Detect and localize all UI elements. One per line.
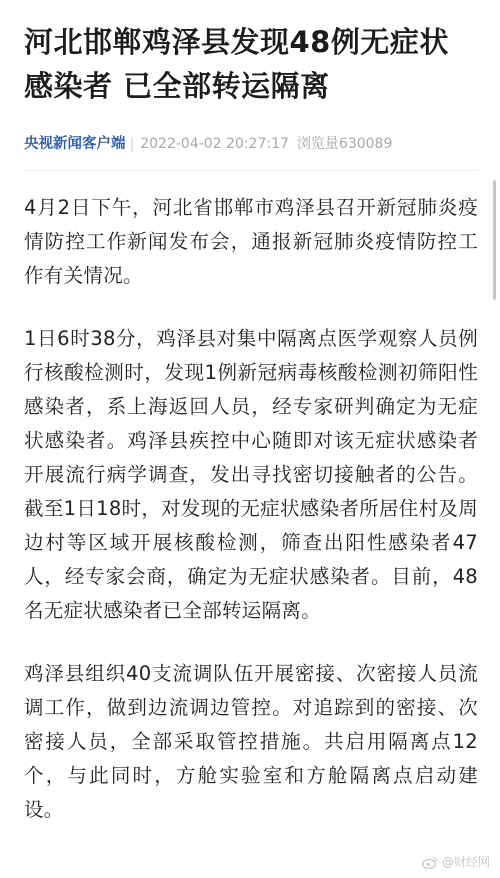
watermark bbox=[422, 853, 490, 870]
article-title: 河北邯郸鸡泽县发现48例无症状感染者 已全部转运隔离 bbox=[24, 25, 449, 103]
source-link[interactable]: 央视新闻客户端 bbox=[24, 136, 126, 152]
paragraph-2: 1日6时38分，鸡泽县对集中隔离点医学观察人员例行核酸检测时，发现1例新冠病毒核酸检测初筛阳性感染者，系上海返回人员，经专家研判确定为无症状感染者。鸡泽县疾控中心随即对该无症状感染者开展流行病学调查，发出寻找密切接触者的公告。截至1日18时，对发现的无症状感染者所居住村及周边村等区域开展核酸检测，筛查出阳性感染者47人，经专家会商，确定为无症状感染者。目前，48名无症状感染者已全部转运隔离。 bbox=[24, 327, 478, 622]
meta-divider bbox=[24, 170, 478, 171]
paragraph-3: 鸡泽县组织40支流调队伍开展密接、次密接人员流调工作，做到边流调边管控。对追踪到的密接、次密接人员，全部采取管控措施。共启用隔离点12个，与此同时，方舱实验室和方舱隔离点启动建设。 bbox=[24, 662, 478, 821]
publish-time: 2022-04-02 20:27:17 bbox=[140, 136, 289, 152]
view-count: 浏览量630089 bbox=[296, 136, 393, 152]
article-meta bbox=[24, 134, 478, 154]
weibo-icon bbox=[422, 855, 438, 869]
meta-separator: | bbox=[129, 136, 135, 152]
paragraph-1: 4月2日下午，河北省邯郸市鸡泽县召开新冠肺炎疫情防控工作新闻发布会，通报新冠肺炎疫情防控工作有关情况。 bbox=[24, 196, 478, 287]
scrollbar[interactable] bbox=[493, 180, 496, 300]
watermark-text: @财经网 bbox=[441, 855, 490, 869]
